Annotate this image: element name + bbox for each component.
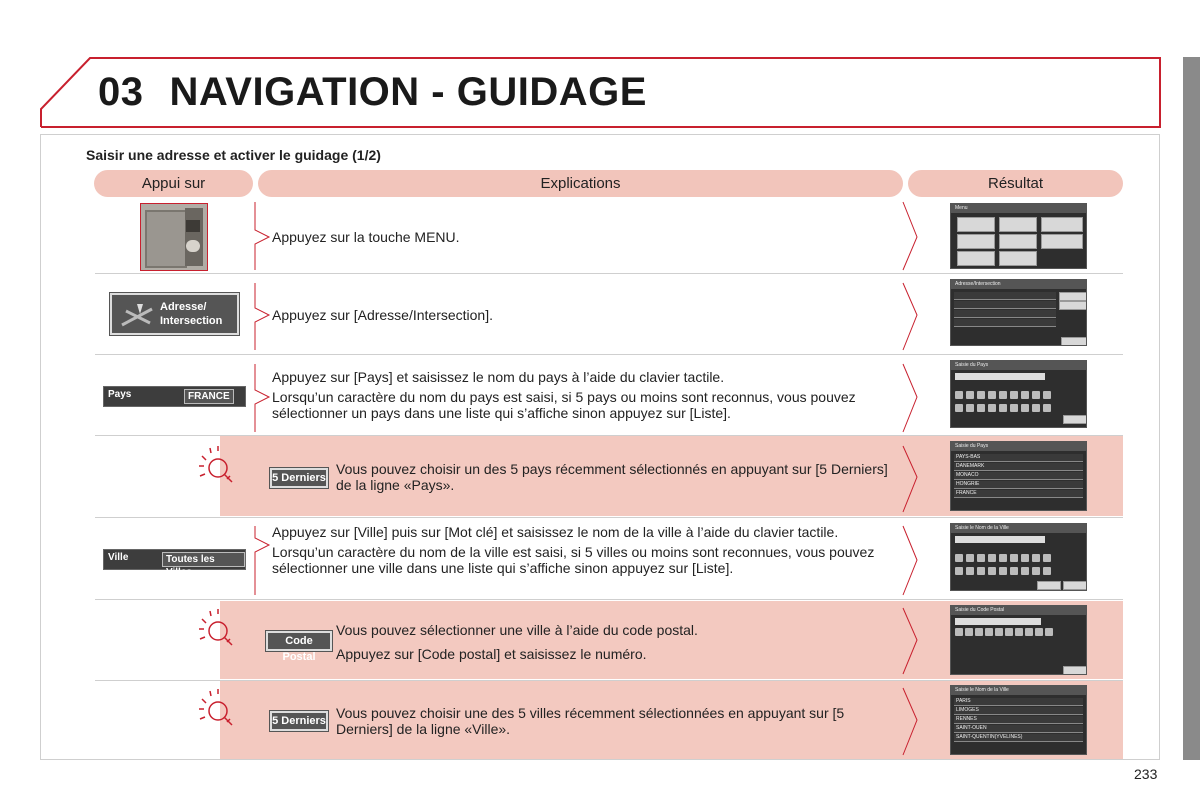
row2-text: Appuyez sur [Adresse/Intersection].: [272, 307, 493, 323]
list-item: FRANCE: [954, 490, 1083, 498]
cinq-derniers-button[interactable]: 5 Derniers: [270, 468, 328, 488]
row7-text: Vous pouvez choisir une des 5 villes récemment sélectionnées en appuyant sur [5 Derniers] de la ligne «Ville».: [336, 705, 845, 737]
row3-text-b: Lorsqu’un caractère du nom du pays est saisi, si 5 pays ou moins sont reconnus, vous pouvez sélectionner un pays dans une liste qui s’affiche sinon appuyez sur [Liste].: [272, 389, 856, 421]
screen-adresse: [950, 279, 1087, 346]
lightbulb-icon: [196, 446, 240, 490]
chapter-name: NAVIGATION - GUIDAGE: [169, 70, 647, 114]
list-item: MONACO: [954, 472, 1083, 480]
row-separator: [95, 517, 1123, 518]
chapter-title: [98, 70, 647, 115]
screen-title: Saisie du Code Postal: [951, 606, 1086, 615]
pays-label: Pays: [108, 389, 132, 400]
screen-saisie-pays: [950, 360, 1087, 428]
row-separator: [95, 599, 1123, 600]
menu-key-photo: [140, 203, 208, 271]
row6-text-a: Vous pouvez sélectionner une ville à l’aide du code postal.: [336, 622, 698, 638]
adresse-label-2: Intersection: [160, 315, 223, 327]
screen-title: Saisie le Nom de la Ville: [951, 686, 1086, 695]
list-item: DANEMARK: [954, 463, 1083, 471]
list-item: PARIS: [954, 698, 1083, 706]
code-postal-button[interactable]: Code Postal: [266, 631, 332, 651]
row3-text-a: Appuyez sur [Pays] et saisissez le nom du pays à l’aide du clavier tactile.: [272, 369, 725, 385]
ville-field[interactable]: [103, 549, 246, 578]
right-brackets: [900, 200, 920, 760]
screen-liste-pays: [950, 441, 1087, 511]
ville-label: Ville: [108, 552, 129, 563]
row1-text: Appuyez sur la touche MENU.: [272, 229, 460, 245]
screen-code-postal: [950, 605, 1087, 675]
side-tab: [1183, 57, 1200, 760]
row-separator: [95, 354, 1123, 355]
section-title: Saisir une adresse et activer le guidage (1/2): [86, 147, 381, 163]
list-item: LIMOGES: [954, 707, 1083, 715]
adresse-intersection-button[interactable]: [110, 293, 239, 335]
column-header-explain: Explications: [258, 170, 903, 197]
cinq-derniers-ville-button[interactable]: 5 Derniers: [270, 711, 328, 731]
left-brackets: [252, 200, 272, 760]
list-item: HONGRIE: [954, 481, 1083, 489]
row-separator: [95, 435, 1123, 436]
list-item: SAINT-QUENTIN(YVELINES): [954, 734, 1083, 742]
list-item: PAYS-BAS: [954, 454, 1083, 462]
screen-title: Menu: [951, 204, 1086, 213]
lightbulb-icon: [196, 609, 240, 653]
row6-text-b: Appuyez sur [Code postal] et saisissez le numéro.: [336, 646, 647, 662]
page-number: 233: [1134, 766, 1158, 782]
map-pin-icon: [120, 301, 154, 327]
row6-text: [336, 622, 896, 666]
screen-title: Adresse/Intersection: [951, 280, 1086, 289]
screen-title: Saisie du Pays: [951, 442, 1086, 451]
screen-saisie-ville: [950, 523, 1087, 591]
screen-menu: [950, 203, 1087, 269]
column-header-press: Appui sur: [94, 170, 253, 197]
row5-text-b: Lorsqu’un caractère du nom de la ville est saisi, si 5 villes ou moins sont reconnues, vous pouvez sélectionner une ville dans une liste qui s’affiche sinon appuyez sur [Liste].: [272, 544, 875, 576]
row5-text-a: Appuyez sur [Ville] puis sur [Mot clé] et saisissez le nom de la ville à l’aide du clavier tactile.: [272, 524, 839, 540]
chapter-number: 03: [98, 70, 144, 114]
column-header-result: Résultat: [908, 170, 1123, 197]
adresse-label-1: Adresse/: [160, 301, 207, 313]
pays-field[interactable]: [103, 386, 246, 407]
screen-liste-villes: [950, 685, 1087, 755]
row-separator: [95, 273, 1123, 274]
list-item: RENNES: [954, 716, 1083, 724]
lightbulb-icon: [196, 689, 240, 733]
row3-text: [272, 369, 897, 425]
row4-text: Vous pouvez choisir un des 5 pays récemment sélectionnés en appuyant sur [5 Derniers] de la ligne «Pays».: [336, 461, 888, 493]
row5-text: [272, 524, 902, 580]
list-item: SAINT-OUEN: [954, 725, 1083, 733]
screen-title: Saisie le Nom de la Ville: [951, 524, 1086, 533]
screen-title: Saisie du Pays: [951, 361, 1086, 370]
row-separator: [95, 680, 1123, 681]
pays-value: FRANCE: [184, 389, 234, 404]
ville-value: Toutes les Villes: [162, 552, 245, 567]
